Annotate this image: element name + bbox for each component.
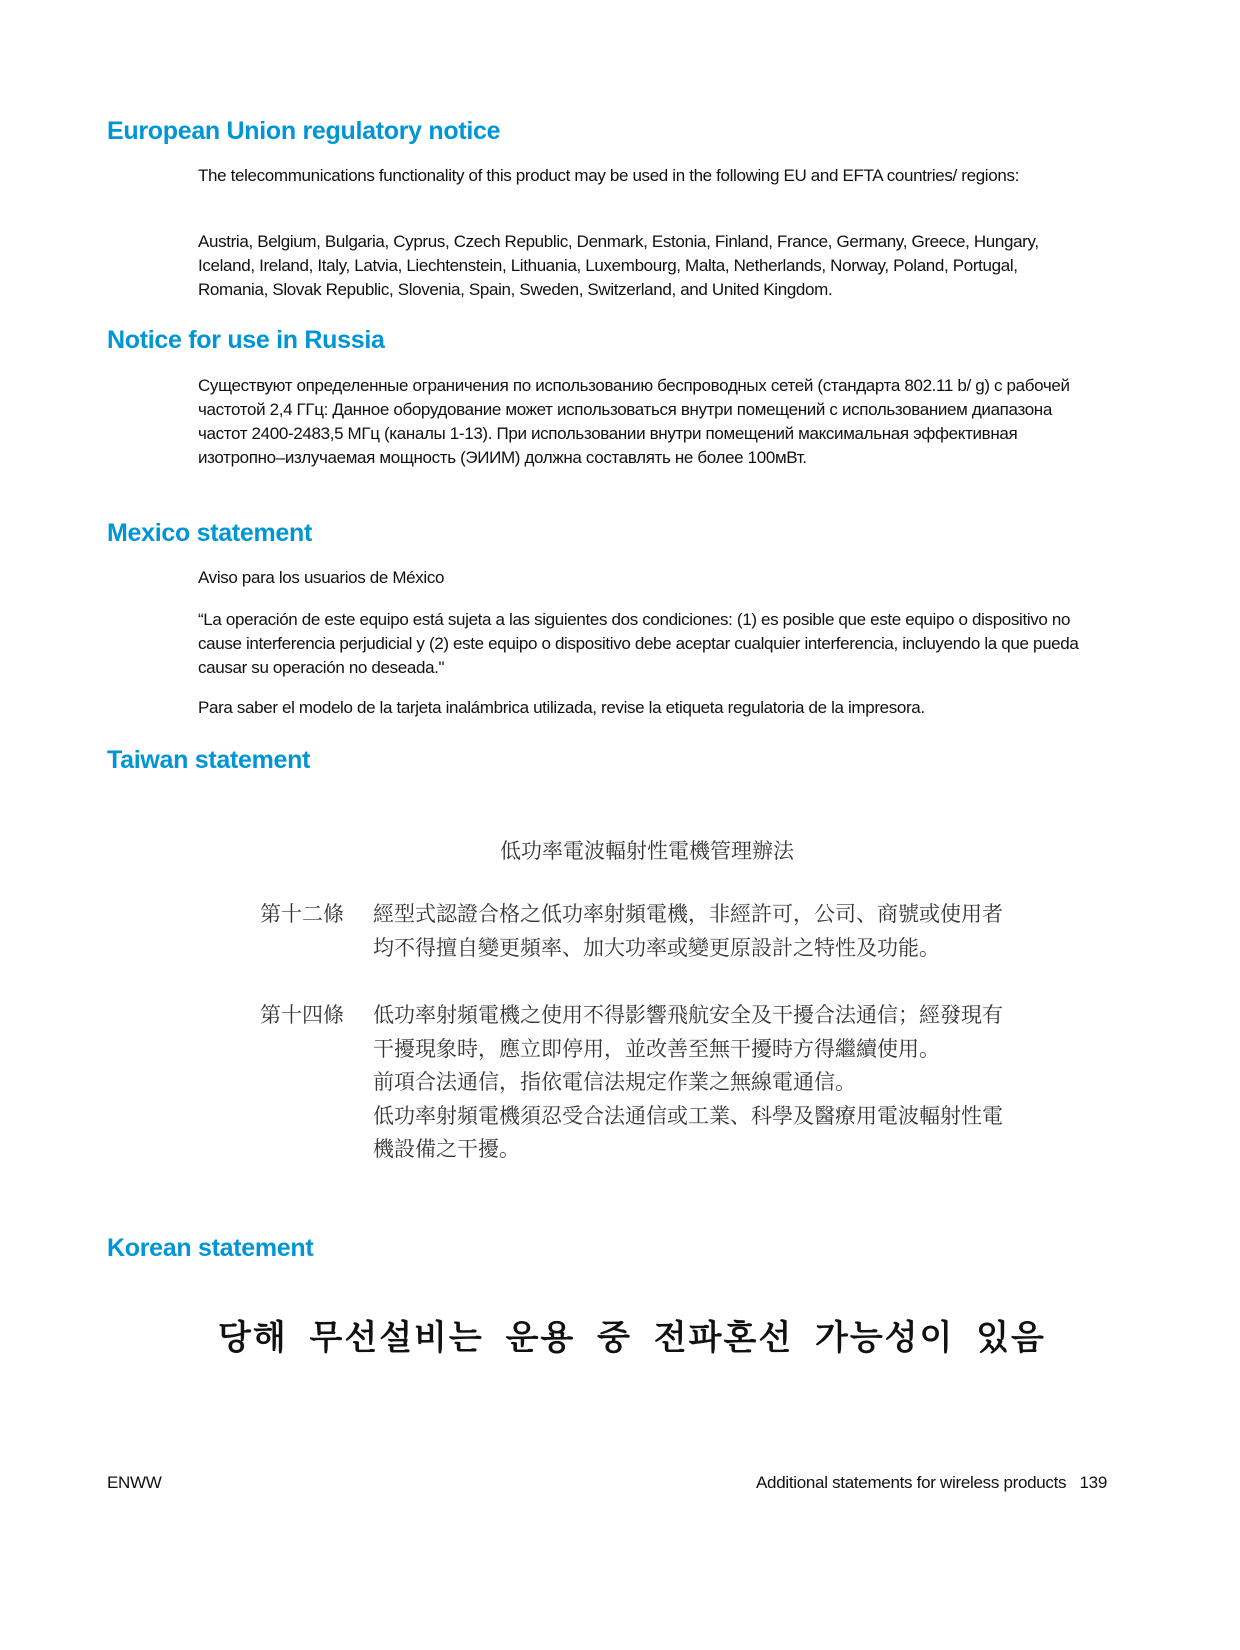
eu-intro: The telecommunications functionality of this product may be used in the following EU and EFTA countries/ regions: <box>198 166 1019 185</box>
eu-countries: Austria, Belgium, Bulgaria, Cyprus, Czech Republic, Denmark, Estonia, Finland, France, Germany, Greece, Hungary, Iceland, Ireland, Italy, Latvia, Liechtenstein, Lithuania, Luxembourg, Malta, Netherlands, Norway, Poland, Portugal, Romania, Slovak Republic, Slovenia, Spain, Sweden, Switzerland, and United Kingdom. <box>198 232 1039 299</box>
mexico-p3: Para saber el modelo de la tarjeta inalámbrica utilizada, revise la etiqueta regulatoria de la impresora. <box>198 698 925 717</box>
article-line: 前項合法通信，指依電信法規定作業之無線電通信。 <box>373 1070 856 1094</box>
taiwan-article-12 <box>260 898 1003 965</box>
taiwan-title: 低功率電波輻射性電機管理辦法 <box>500 839 794 863</box>
heading-korea: Korean statement <box>107 1234 314 1262</box>
heading-mexico: Mexico statement <box>107 519 312 547</box>
footer-right <box>756 1473 1107 1493</box>
article-label: 第十四條 <box>260 1003 344 1027</box>
footer-left: ENWW <box>107 1473 162 1492</box>
article-line: 干擾現象時，應立即停用，並改善至無干擾時方得繼續使用。 <box>373 1036 940 1061</box>
russia-text: Существуют определенные ограничения по использованию беспроводных сетей (стандарта 802.11 b/ g) с рабочей частотой 2,4 ГГц: Данное оборудование может использоваться внутри помещений с использованием диапазона частот 2400-2483,5 МГц (каналы 1-13). При использовании внутри помещений максимальная эффективная изотропно–излучаемая мощность (ЭИИМ) должна составлять не более 100мВт. <box>198 376 1070 467</box>
article-line: 低功率射頻電機須忍受合法通信或工業、科學及醫療用電波輻射性電 <box>373 1103 1003 1128</box>
mexico-p2: “La operación de este equipo está sujeta a las siguientes dos condiciones: (1) es posible que este equipo o dispositivo no cause interferencia perjudicial y (2) este equipo o dispositivo debe aceptar cualquier interferencia, incluyendo la que pueda causar su operación no deseada." <box>198 610 1079 677</box>
heading-eu: European Union regulatory notice <box>107 117 501 145</box>
footer-title: Additional statements for wireless products <box>756 1473 1067 1492</box>
korean-statement: 당해 무선설비는 운용 중 전파혼선 가능성이 있음 <box>218 1318 1046 1358</box>
article-line: 機設備之干擾。 <box>373 1137 520 1161</box>
article-line: 經型式認證合格之低功率射頻電機，非經許可，公司、商號或使用者 <box>373 902 1003 926</box>
article-line: 均不得擅自變更頻率、加大功率或變更原設計之特性及功能。 <box>373 935 940 960</box>
heading-russia: Notice for use in Russia <box>107 326 385 354</box>
heading-taiwan: Taiwan statement <box>107 746 311 774</box>
article-label: 第十二條 <box>260 902 344 926</box>
article-line: 低功率射頻電機之使用不得影響飛航安全及干擾合法通信；經發現有 <box>373 1003 1003 1027</box>
taiwan-article-14 <box>260 999 1003 1167</box>
page-number: 139 <box>1079 1473 1107 1492</box>
mexico-p1: Aviso para los usuarios de México <box>198 568 445 587</box>
